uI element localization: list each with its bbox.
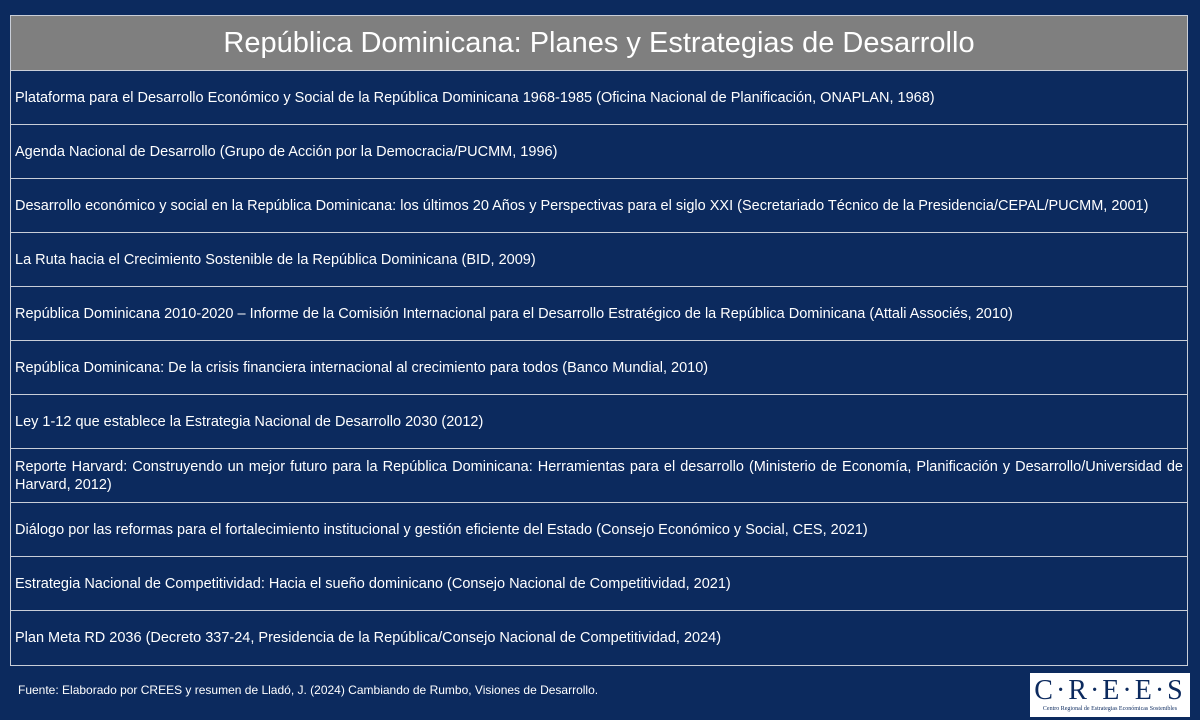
crees-logo	[1030, 673, 1190, 717]
row-text: Plataforma para el Desarrollo Económico y Social de la República Dominicana 1968-1985 (Oficina Nacional de Planificación, ONAPLAN, 1968)	[15, 89, 935, 106]
plans-table	[10, 15, 1188, 666]
row-text: República Dominicana 2010-2020 – Informe de la Comisión Internacional para el Desarrollo Estratégico de la República Dominicana (Attali Associés, 2010)	[15, 305, 1013, 322]
table-row	[11, 287, 1187, 341]
table-row	[11, 125, 1187, 179]
table-row	[11, 611, 1187, 665]
row-text: Ley 1-12 que establece la Estrategia Nacional de Desarrollo 2030 (2012)	[15, 413, 484, 430]
table-row	[11, 557, 1187, 611]
table-row	[11, 341, 1187, 395]
row-text: Desarrollo económico y social en la República Dominicana: los últimos 20 Años y Perspectivas para el siglo XXI (Secretariado Técnico de la Presidencia/CEPAL/PUCMM, 2001)	[15, 197, 1149, 214]
table-row	[11, 233, 1187, 287]
table-row	[11, 449, 1187, 503]
row-text: La Ruta hacia el Crecimiento Sostenible de la República Dominicana (BID, 2009)	[15, 251, 536, 268]
row-text: Reporte Harvard: Construyendo un mejor futuro para la República Dominicana: Herramientas para el desarrollo (Ministerio de Economía, Planificación y Desarrollo/Universidad de Harvard, 2012)	[15, 458, 1183, 493]
row-text: Diálogo por las reformas para el fortalecimiento institucional y gestión eficiente del Estado (Consejo Económico y Social, CES, 2021)	[15, 521, 868, 538]
table-title: República Dominicana: Planes y Estrategias de Desarrollo	[11, 16, 1187, 71]
table-row	[11, 71, 1187, 125]
table-row	[11, 395, 1187, 449]
logo-wordmark: C·R·E·E·S	[1034, 675, 1186, 706]
row-text: Estrategia Nacional de Competitividad: Hacia el sueño dominicano (Consejo Nacional de Competitividad, 2021)	[15, 575, 731, 592]
table-row	[11, 503, 1187, 557]
source-note: Fuente: Elaborado por CREES y resumen de Lladó, J. (2024) Cambiando de Rumbo, Visiones de Desarrollo.	[18, 683, 599, 697]
row-text: Plan Meta RD 2036 (Decreto 337-24, Presidencia de la República/Consejo Nacional de Competitividad, 2024)	[15, 630, 722, 646]
row-text: República Dominicana: De la crisis financiera internacional al crecimiento para todos (Banco Mundial, 2010)	[15, 359, 709, 376]
row-text: Agenda Nacional de Desarrollo (Grupo de Acción por la Democracia/PUCMM, 1996)	[15, 143, 558, 160]
logo-subtitle: Centro Regional de Estrategias Económicas Sostenibles	[1042, 706, 1178, 712]
table-row	[11, 179, 1187, 233]
